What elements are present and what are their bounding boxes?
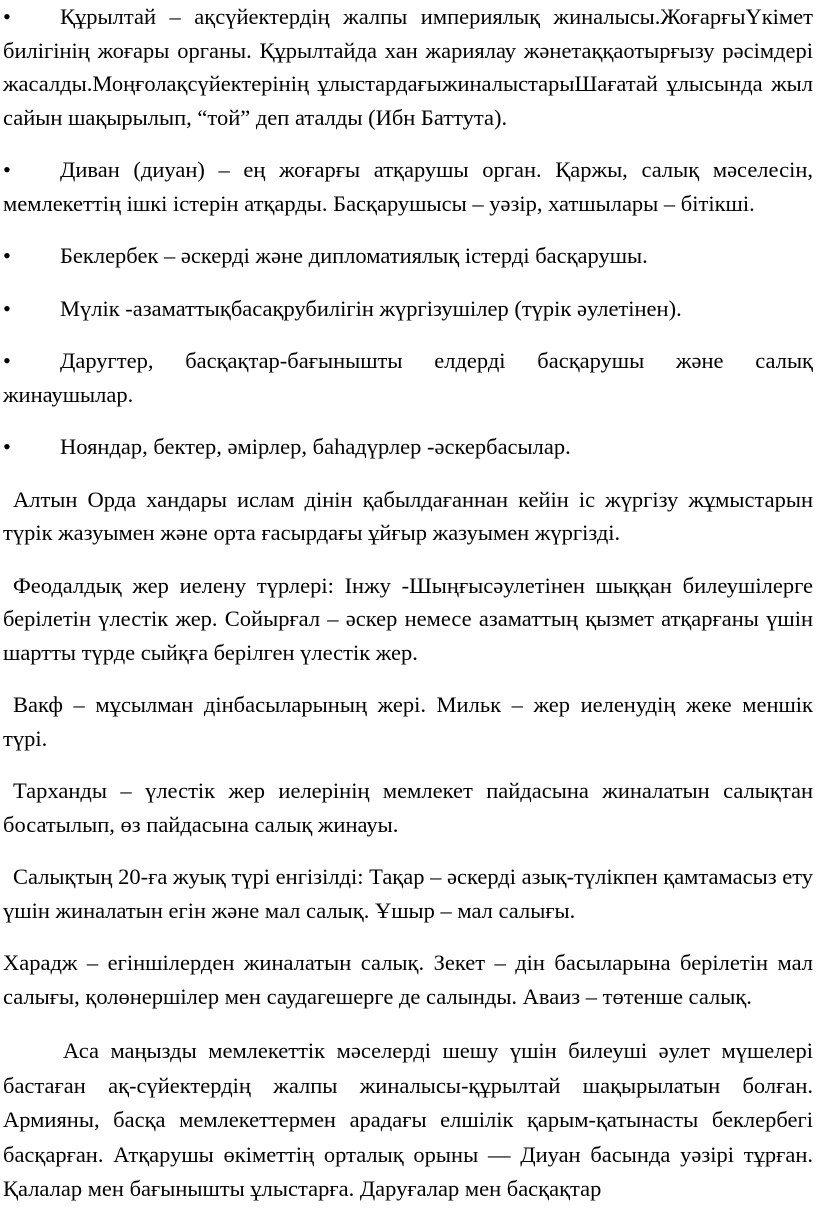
paragraph-altyn-orda: Алтын Орда хандары ислам дінін қабылдағаннан кейін іс жүргізу жұмыстарын түрік жазуымен және орта ғасырдағы ұйғыр жазуымен жүргізді. (3, 486, 813, 545)
paragraph-summary: Аса маңызды мемлекеттік мәселерді шешу үшін билеуші әулет мүшелері бастаған ақ-сүйектердің жалпы жиналысы-құрылтай шақырылатын болған. Армияны, басқа мемлекеттермен арадағы елшілік қарым-қатынасты беклербегі басқарған. Атқарушы өкіметтің орталық орыны — Диуан басында уәзірі тұрған. Қалалар мен бағынышты ұлыстарға. Даруғалар мен басқақтар (3, 1038, 813, 1201)
bullet-marker: • (3, 157, 11, 182)
list-item-text: Даругтер, басқақтар-бағынышты елдерді басқарушы және салық жинаушылар. (3, 348, 813, 407)
bullet-marker: • (3, 4, 11, 29)
list-item-mulik (3, 292, 813, 326)
list-item-darugter (3, 344, 813, 411)
bullet-marker: • (3, 295, 11, 321)
list-item-text: Беклербек – әскерді және дипломатиялық істерді басқарушы. (60, 243, 648, 268)
paragraph-taxes: Салықтың 20-ға жуық түрі енгізілді: Тақар – әскерді азық-түлікпен қамтамасыз ету үшін жиналатын егін және мал салық. Ұшыр – мал салығы. (3, 864, 813, 923)
paragraph-vakf: Вакф – мұсылман дінбасыларының жері. Мильк – жер иеленудің жеке меншік түрі. (3, 692, 813, 751)
document-page (3, 0, 813, 1207)
list-item-noyandar (3, 430, 813, 464)
list-item-text: Диван (диуан) – ең жоғарғы атқарушы орган. Қаржы, салық мәселесін, мемлекеттің ішкі істерін атқарды. Басқарушысы – уәзір, хатшылары – бітікші. (3, 157, 813, 216)
bullet-marker: • (3, 243, 11, 268)
bullet-marker: • (3, 348, 11, 373)
paragraph-tarkhan: Тарханды – үлестік жер иелерінің мемлекет пайдасына жиналатын салықтан босатылып, өз пайдасына салық жинауы. (3, 778, 813, 837)
list-item-text: Құрылтай – ақсүйектердің жалпы империялық жиналысы.ЖоғарғыҮкімет билігінің жоғары органы. Құрылтайда хан жариялау жәнетаққаотырғызу рәсімдері жасалды.Моңғолақсүйектерінің ұлыстардағыжиналыстарыШағатай ұлысында жыл сайын шақырылып, “той” деп аталды (Ибн Баттута). (3, 4, 813, 130)
list-item-divan (3, 153, 813, 220)
bullet-marker: • (3, 434, 11, 459)
list-item-text: Мүлік -азаматтықбасақрубилігін жүргізушілер (түрік әулетінен). (60, 295, 682, 321)
list-item-beklerbek (3, 239, 813, 273)
list-item-kurultai (3, 0, 813, 134)
paragraph-kharaj: Харадж – егіншілерден жиналатын салық. Зекет – дін басыларына берілетін мал салығы, қолөнершілер мен саудагешерге де салынды. Аваиз – төтенше салық. (3, 950, 813, 1009)
list-item-text: Нояндар, бектер, әмірлер, баһадүрлер -әскербасылар. (60, 434, 571, 459)
paragraph-feodal-land: Феодалдық жер иелену түрлері: Інжу -Шыңғысәулетінен шыққан билеушілерге берілетін үлестік жер. Сойырғал – әскер немесе азаматтың қызмет атқарғаны үшін шартты түрде сыйқға берілген үлестік жер. (3, 572, 813, 665)
